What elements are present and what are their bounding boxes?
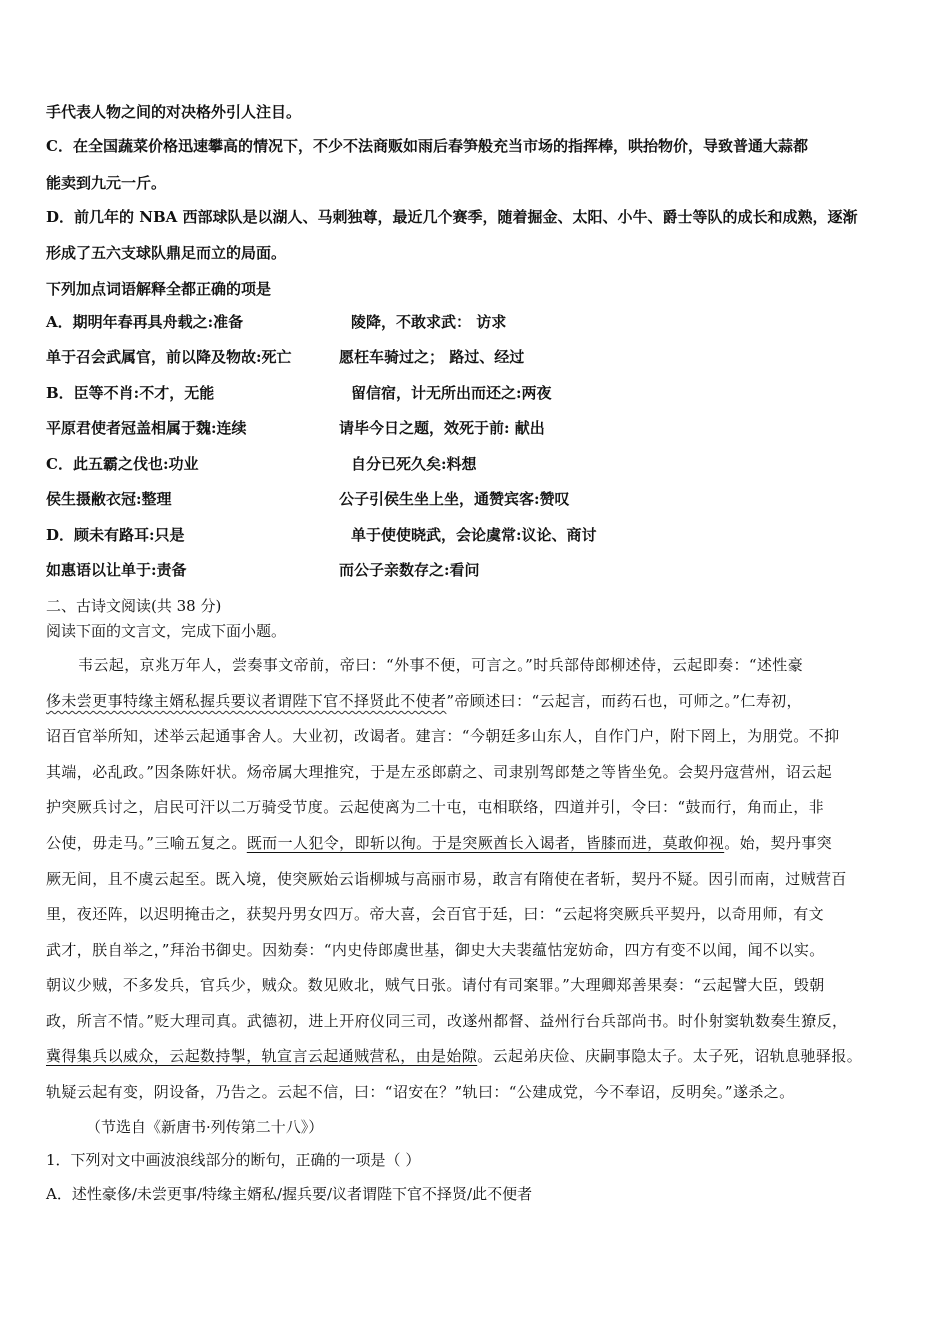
passage-line: 厥无间，且不虞云起至。既入境，使突厥始云诣柳城与高丽市易，敢言有隋使在者斩，契丹不疑。因引而南，过贼营百 (46, 870, 847, 888)
option-left: 单于召会武属官，前以降及物故:死亡 (46, 348, 292, 366)
passage-line: 护突厥兵讨之，启民可汗以二万骑受节度。云起使离为二十屯，屯相联络，四道并引，令曰：“鼓而行，角而止，非 (46, 798, 825, 816)
option-d: D．前几年的 NBA 西部球队是以湖人、马刺独尊，最近几个赛季，随着掘金、太阳、小牛、爵士等队的成长和成熟，逐渐 (46, 208, 858, 226)
passage-line: 侈未尝更事特缘主婿私握兵要议者谓陛下官不择贤此不使者”帝顾述曰：“云起言，而药石也，可师之。”仁寿初， (46, 692, 802, 710)
passage-line: 公使，毋走马。”三喻五复之。既而一人犯令，即斩以徇。于是突厥酋长入谒者，皆膝而进，莫敢仰视。始，契丹事突 (46, 834, 832, 852)
option-right: 留信宿，计无所出而还之:两夜 (351, 384, 552, 402)
passage-line: 冀得集兵以威众，云起数持掣，轨宣言云起通贼营私，由是始隙。云起弟庆俭、庆嗣事隐太子。太子死，诏轨息驰驿报。 (46, 1047, 863, 1065)
text-line: 手代表人物之间的对决格外引人注目。 (46, 103, 302, 121)
option-right: 愿枉车骑过之； 路过、经过 (339, 348, 525, 366)
underlined-text: 冀得集兵以威众，云起数持掣，轨宣言云起通贼营私，由是始隙 (46, 1047, 478, 1065)
wavy-underline-text: 侈未尝更事特缘主婿私握兵要议者谓陛下官不择贤此不使者 (46, 692, 447, 710)
option-a: A．述性豪侈/未尝更事/特缘主婿私/握兵要/议者谓陛下官不择贤/此不便者 (46, 1185, 533, 1203)
text-line: 形成了五六支球队鼎足而立的局面。 (46, 244, 287, 262)
passage-line: 韦云起，京兆万年人，尝奏事文帝前，帝曰：“外事不便，可言之。”时兵部侍郎柳述侍，云起即奏：“述性豪 (78, 656, 804, 674)
option-left: 侯生摄敝衣冠:整理 (46, 490, 172, 508)
option-right: 请毕今日之题，效死于前: 献出 (339, 419, 545, 437)
question-stem: 1．下列对文中画波浪线部分的断句，正确的一项是（ ） (46, 1151, 421, 1169)
option-right: 自分已死久矣:料想 (351, 455, 477, 473)
passage-line: 朝议少贼，不多发兵，官兵少，贼众。数见败北，贼气日张。请付有司案罪。”大理卿郑善果奏：“云起譬大臣，毁朝 (46, 976, 825, 994)
option-row (46, 383, 552, 403)
option-c: C．在全国蔬菜价格迅速攀高的情况下，不少不法商贩如雨后春笋般充当市场的指挥棒，哄抬物价，导致普通大蒜都 (46, 137, 808, 155)
section-title: 二、古诗文阅读(共 38 分) (46, 597, 222, 615)
option-left: D．顾未有路耳:只是 (46, 526, 185, 544)
option-row (46, 454, 477, 474)
option-right: 单于使使晓武，会论虞常:议论、商讨 (351, 526, 597, 544)
option-left: A．期明年春再具舟载之:准备 (46, 313, 244, 331)
option-row (46, 347, 525, 367)
option-left: 如惠语以让单于:责备 (46, 561, 187, 579)
option-right: 而公子亲数存之:看问 (339, 561, 480, 579)
passage-line: 武才，朕自举之，”拜治书御史。因劾奏：“内史侍郎虞世基，御史大夫裴蕴怙宠妨命，四方有变不以闻，闻不以实。 (46, 941, 825, 959)
passage-line: 诏百官举所知，述举云起通事舍人。大业初，改谒者。建言：“今朝廷多山东人，自作门户，附下罔上，为朋党。不抑 (46, 727, 840, 745)
passage-source: （节选自《新唐书·列传第二十八》） (86, 1118, 324, 1136)
option-row (46, 525, 597, 545)
option-left: C．此五霸之伐也:功业 (46, 455, 199, 473)
passage-line: 政，所言不情。”贬大理司真。武德初，进上开府仪同三司，改遂州都督、益州行台兵部尚书。时仆射窦轨数奏生獠反， (46, 1012, 848, 1030)
underlined-text: 既而一人犯令，即斩以徇。于是突厥酋长入谒者，皆膝而进，莫敢仰视 (246, 834, 725, 852)
option-row (46, 560, 480, 580)
passage-line: 轨疑云起有变，阴设备，乃告之。云起不信，曰：“诏安在？”轨曰：“公建成党，今不奉诏，反明矣。”遂杀之。 (46, 1083, 795, 1101)
option-row (46, 312, 507, 332)
option-left: B．臣等不肖:不才，无能 (46, 384, 215, 402)
option-row (46, 418, 545, 438)
option-right: 陵降，不敢求武： 访求 (351, 313, 507, 331)
section-instruction: 阅读下面的文言文，完成下面小题。 (46, 622, 287, 640)
option-right: 公子引侯生坐上坐，通赞宾客:赞叹 (339, 490, 570, 508)
option-left: 平原君使者冠盖相属于魏:连续 (46, 419, 247, 437)
passage-line: 其端，必乱政。”因条陈奸状。炀帝属大理推究，于是左丞郎蔚之、司隶别驾郎楚之等皆坐免。会契丹寇营州，诏云起 (46, 763, 832, 781)
passage-line: 里，夜还阵，以迟明掩击之，获契丹男女四万。帝大喜，会百官于廷，曰：“云起将突厥兵平契丹，以奇用师，有文 (46, 905, 825, 923)
text-line: 能卖到九元一斤。 (46, 174, 167, 192)
option-row (46, 489, 570, 509)
question-stem: 下列加点词语解释全都正确的项是 (46, 280, 272, 298)
